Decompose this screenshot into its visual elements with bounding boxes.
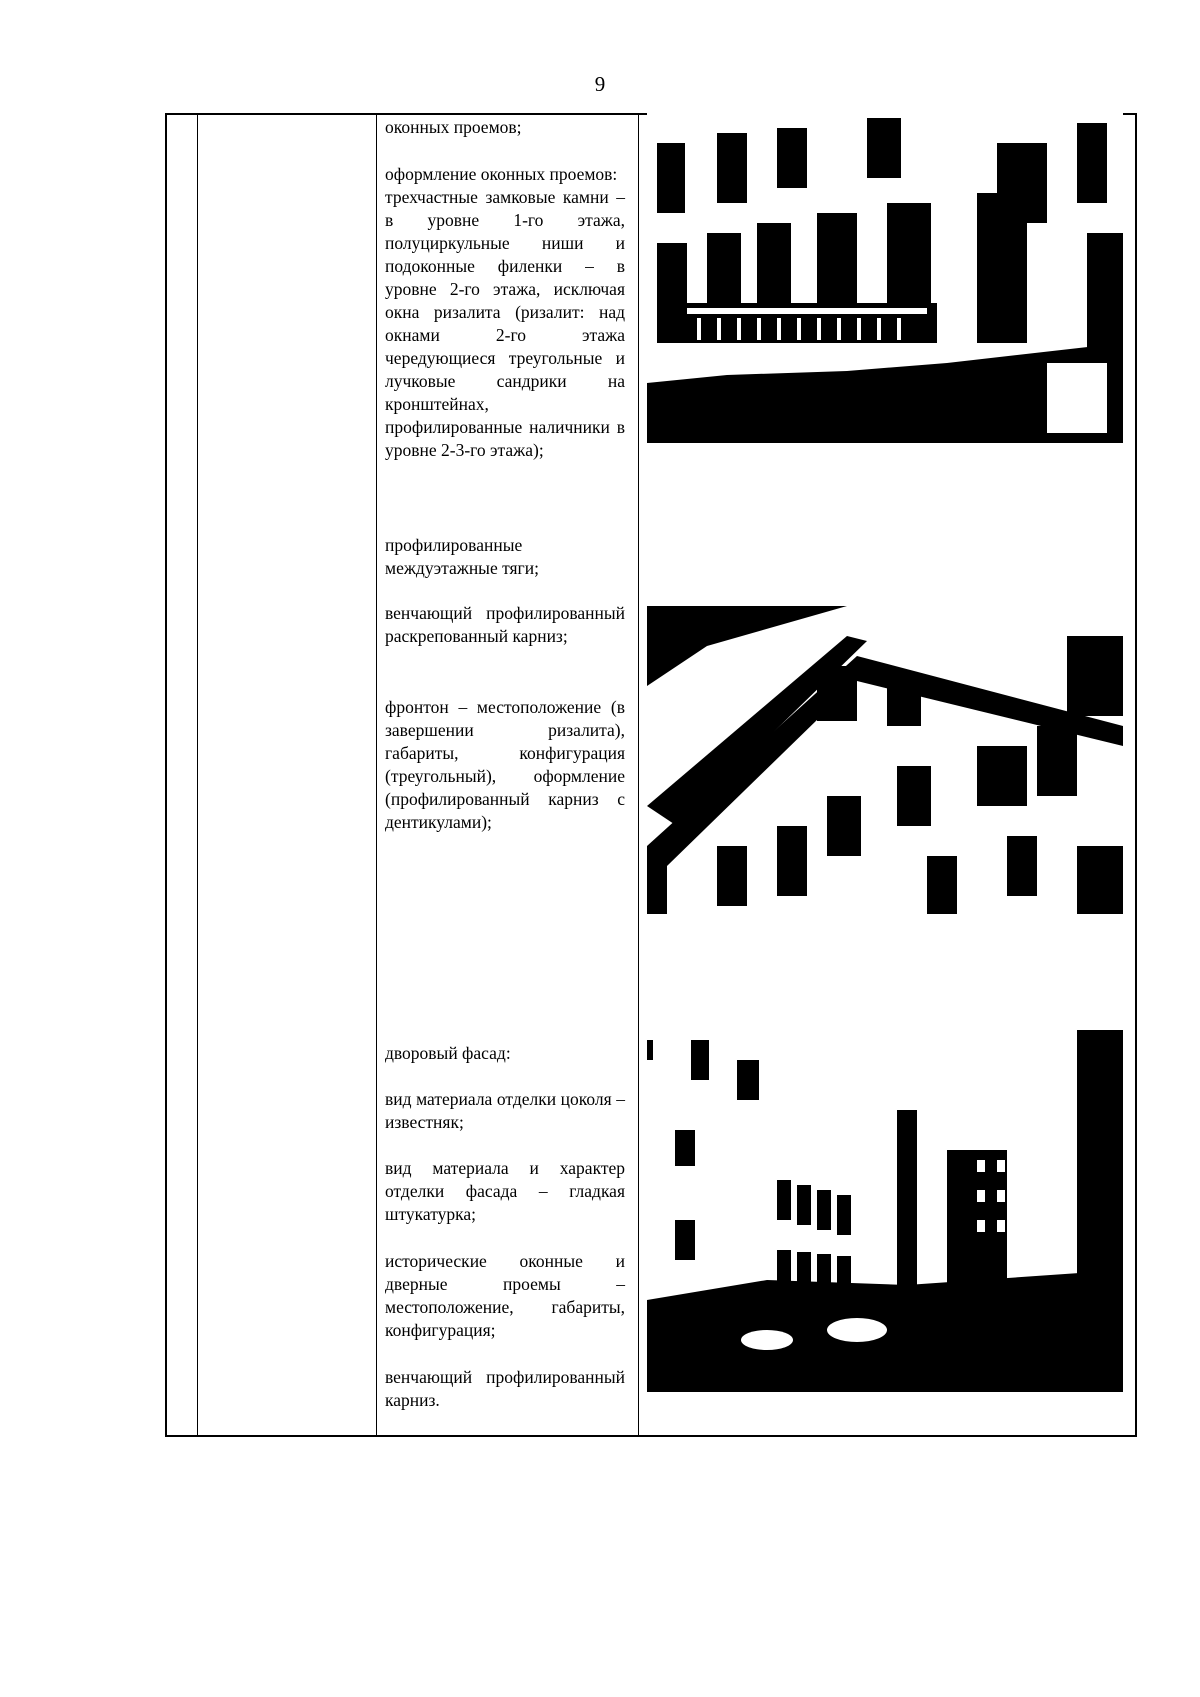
text-line: вид материала отделки цоколя – известняк; bbox=[385, 1089, 625, 1132]
text-block-8 bbox=[385, 1157, 625, 1226]
pediment-photo bbox=[647, 606, 1123, 914]
text-block-1 bbox=[385, 116, 625, 139]
text-block-10 bbox=[385, 1366, 625, 1412]
text-block-7 bbox=[385, 1088, 625, 1134]
text-block-2 bbox=[385, 163, 625, 462]
column-divider-1 bbox=[197, 115, 198, 1435]
text-block-9 bbox=[385, 1250, 625, 1342]
text-line: профилированные междуэтажные тяги; bbox=[385, 535, 539, 578]
text-line: оформление оконных проемов: bbox=[385, 164, 618, 184]
column-divider-3 bbox=[638, 115, 639, 1435]
facade-photo-1 bbox=[647, 113, 1123, 443]
page-number: 9 bbox=[594, 72, 606, 96]
text-line: оконных проемов; bbox=[385, 117, 522, 137]
text-line: вид материала и характер отделки фасада – гладкая штукатурка; bbox=[385, 1158, 625, 1224]
courtyard-photo bbox=[647, 1030, 1123, 1392]
text-line: дворовый фасад: bbox=[385, 1043, 511, 1063]
column-divider-2 bbox=[376, 115, 377, 1435]
text-line: исторические оконные и дверные проемы – местоположение, габариты, конфигурация; bbox=[385, 1251, 625, 1340]
text-line: фронтон – местоположение (в завершении ризалита), габариты, конфигурация (треугольный), оформление (профилированный карниз с дентикулами); bbox=[385, 697, 625, 832]
text-block-6 bbox=[385, 1042, 625, 1065]
text-block-5 bbox=[385, 696, 625, 834]
text-block-3 bbox=[385, 534, 625, 580]
text-line: венчающий профилированный раскрепованный карниз; bbox=[385, 603, 625, 646]
text-block-4 bbox=[385, 602, 625, 648]
text-line: венчающий профилированный карниз. bbox=[385, 1367, 625, 1410]
text-line: трехчастные замковые камни – в уровне 1-го этажа, полуциркульные ниши и подоконные филенки – в уровне 2-го этажа, исключая окна ризалита (ризалит: над окнами 2-го этажа чередующиеся треугольные и лучковые сандрики на кронштейнах, профилированные наличники в уровне 2-3-го этажа); bbox=[385, 187, 625, 460]
